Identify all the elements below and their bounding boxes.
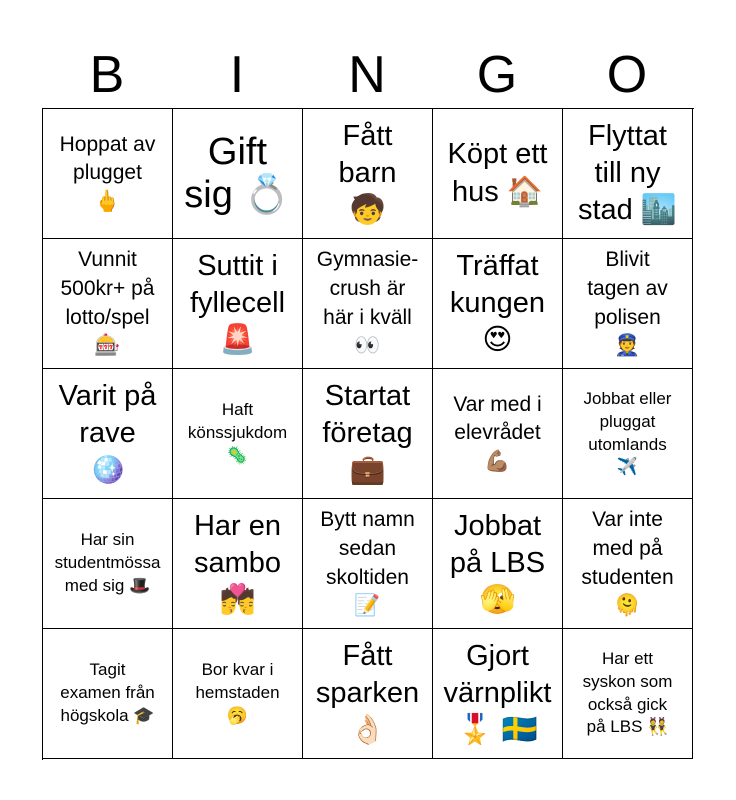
header-letter-o: O	[606, 46, 648, 104]
bingo-cell: Köpt ett hus 🏠	[433, 109, 563, 239]
bingo-cell: Tagit examen från högskola 🎓	[43, 629, 173, 759]
bingo-cell: Har en sambo 💏	[173, 499, 303, 629]
bingo-cell: Bor kvar i hemstaden 🥱	[173, 629, 303, 759]
bingo-cell: Har ett syskon som också gick på LBS 👯	[563, 629, 693, 759]
bingo-cell: Har sin studentmössa med sig 🎩	[43, 499, 173, 629]
bingo-cell: Var inte med på studenten 🫠	[563, 499, 693, 629]
bingo-cell: Jobbat på LBS 🫣	[433, 499, 563, 629]
bingo-cell: Träffat kungen 😍	[433, 239, 563, 369]
header-letter-n: N	[348, 46, 386, 104]
bingo-cell: Var med i elevrådet 💪🏽	[433, 369, 563, 499]
bingo-cell: Suttit i fyllecell 🚨	[173, 239, 303, 369]
bingo-cell: Blivit tagen av polisen 👮	[563, 239, 693, 369]
bingo-cell: Jobbat eller pluggat utomlands ✈️	[563, 369, 693, 499]
bingo-cell: Fått sparken 👌🏻	[303, 629, 433, 759]
bingo-cell: Startat företag 💼	[303, 369, 433, 499]
header-letter-b: B	[89, 46, 125, 104]
bingo-cell: Varit på rave 🪩	[43, 369, 173, 499]
bingo-cell: Flyttat till ny stad 🏙️	[563, 109, 693, 239]
bingo-cell: Gift sig 💍	[173, 109, 303, 239]
bingo-cell: Hoppat av plugget 🖕	[43, 109, 173, 239]
bingo-cell: Vunnit 500kr+ på lotto/spel 🎰	[43, 239, 173, 369]
bingo-cell: Fått barn 🧒	[303, 109, 433, 239]
header-letter-g: G	[476, 46, 518, 104]
bingo-cell: Gymnasie- crush är här i kväll 👀	[303, 239, 433, 369]
bingo-cell: Gjort värnplikt 🎖️ 🇸🇪	[433, 629, 563, 759]
bingo-grid	[42, 108, 694, 760]
bingo-cell: Haft könssjukdom 🦠	[173, 369, 303, 499]
bingo-cell: Bytt namn sedan skoltiden 📝	[303, 499, 433, 629]
header-letter-i: I	[229, 46, 245, 104]
bingo-header	[42, 42, 692, 108]
